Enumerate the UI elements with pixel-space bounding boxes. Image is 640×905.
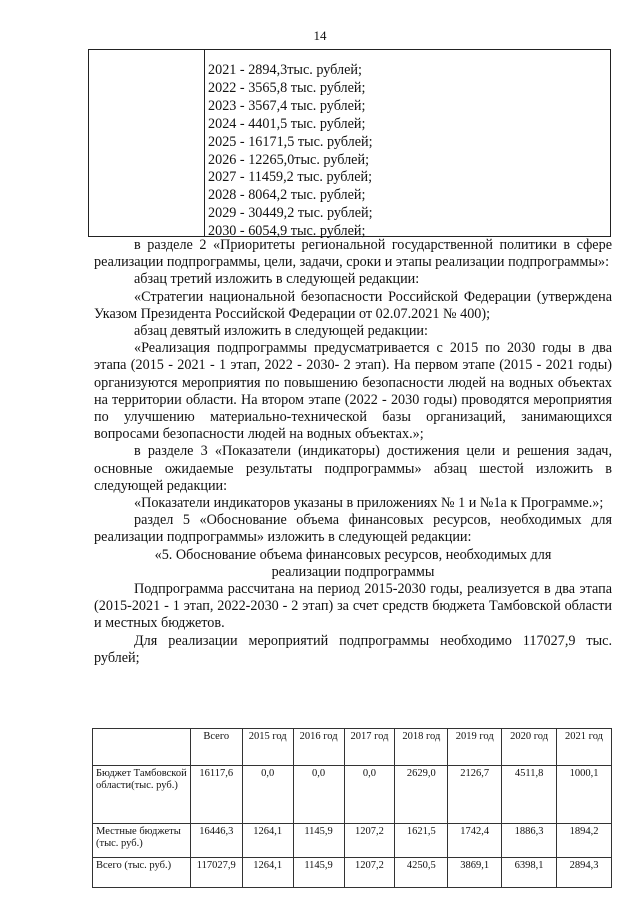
table-header-cell: 2019 год — [448, 729, 502, 766]
funding-year-item: 2030 - 6054,9 тыс. рублей; — [208, 223, 366, 240]
funding-year-item: 2029 - 30449,2 тыс. рублей; — [208, 205, 373, 222]
paragraph-total-needed: Для реализации мероприятий подпрограммы необходимо 117027,9 тыс. рублей; — [94, 632, 612, 666]
table-header-cell: 2015 год — [242, 729, 293, 766]
table-header-cell — [93, 729, 191, 766]
table-cell: 1894,2 — [557, 824, 612, 858]
table-header-cell: 2020 год — [502, 729, 557, 766]
funding-by-year-table — [88, 49, 611, 240]
table-header-cell: Всего — [190, 729, 242, 766]
table-header-cell: 2017 год — [344, 729, 395, 766]
paragraph-stages: «Реализация подпрограммы предусматривается с 2015 по 2030 годы в два этапа (2015 - 2021 - 1 этап, 2022 - 2030- 2 этап). На первом этапе (2015 - 2021 годы) организуются мероприятия по повышению безопасности людей на водных объектах на территории области. На втором этапе (2022 - 2030 годы) проводятся мероприятия по улучшению материально-технической базы организаций, занимающихся вопросами безопасности людей на водных объектах.»; — [94, 340, 612, 443]
paragraph-period: Подпрограмма рассчитана на период 2015-2030 годы, реализуется в два этапа (2015-2021 - 1 этап, 2022-2030 - 2 этап) за счет средств бюджета Тамбовской области и местных бюджетов. — [94, 581, 612, 632]
paragraph-section2: в разделе 2 «Приоритеты региональной государственной политики в сфере реализации подпрограммы, цели, задачи, сроки и этапы реализации подпрограммы»: — [94, 237, 612, 271]
funding-year-item: 2028 - 8064,2 тыс. рублей; — [208, 187, 366, 204]
table-cell: 2894,3 — [557, 858, 612, 888]
table-header-cell: 2021 год — [557, 729, 612, 766]
table-cell: 2629,0 — [395, 766, 448, 824]
table-cell: 1207,2 — [344, 824, 395, 858]
table-cell: 117027,9 — [190, 858, 242, 888]
table-row — [93, 858, 612, 888]
table-cell: 16446,3 — [190, 824, 242, 858]
funding-years-list — [208, 62, 373, 241]
table-header-cell: 2018 год — [395, 729, 448, 766]
table-cell: 1207,2 — [344, 858, 395, 888]
funding-year-item: 2022 - 3565,8 тыс. рублей; — [208, 79, 366, 96]
table-row-label: Всего (тыс. руб.) — [93, 858, 191, 888]
paragraph-indicators: «Показатели индикаторов указаны в приложениях № 1 и №1а к Программе.»; — [134, 495, 604, 512]
funding-year-item: 2026 - 12265,0тыс. рублей; — [208, 151, 370, 168]
section5-heading-line2: реализации подпрограммы — [271, 563, 435, 580]
table-column-divider — [204, 50, 205, 236]
table-cell: 16117,6 — [190, 766, 242, 824]
document-body — [94, 237, 612, 667]
table-cell: 0,0 — [242, 766, 293, 824]
funding-year-item: 2024 - 4401,5 тыс. рублей; — [208, 115, 366, 132]
table-cell: 1000,1 — [557, 766, 612, 824]
table-row-label: Бюджет Тамбовской области(тыс. руб.) — [93, 766, 191, 824]
table-header-row — [93, 729, 612, 766]
paragraph-section3: в разделе 3 «Показатели (индикаторы) достижения цели и решения задач, основные ожидаемые результаты подпрограммы» абзац шестой изложить в следующей редакции: — [94, 443, 612, 494]
paragraph-abzac9: абзац девятый изложить в следующей редакции: — [134, 323, 428, 340]
table-header-cell: 2016 год — [293, 729, 344, 766]
table-cell: 2126,7 — [448, 766, 502, 824]
table-cell: 1145,9 — [293, 824, 344, 858]
table-row-label: Местные бюджеты (тыс. руб.) — [93, 824, 191, 858]
table-cell: 3869,1 — [448, 858, 502, 888]
funding-year-item: 2023 - 3567,4 тыс. рублей; — [208, 97, 366, 114]
finance-table — [92, 728, 612, 888]
funding-year-item: 2025 - 16171,5 тыс. рублей; — [208, 133, 373, 150]
table-cell: 4511,8 — [502, 766, 557, 824]
table-cell: 1886,3 — [502, 824, 557, 858]
table-cell: 1742,4 — [448, 824, 502, 858]
table-cell: 1145,9 — [293, 858, 344, 888]
table-row — [93, 824, 612, 858]
section5-heading-line1: «5. Обоснование объема финансовых ресурсов, необходимых для — [154, 546, 552, 563]
table-cell: 1264,1 — [242, 824, 293, 858]
table-cell: 6398,1 — [502, 858, 557, 888]
funding-year-item: 2021 - 2894,3тыс. рублей; — [208, 62, 362, 78]
table-cell: 1621,5 — [395, 824, 448, 858]
table-cell: 4250,5 — [395, 858, 448, 888]
paragraph-strategy: «Стратегии национальной безопасности Российской Федерации (утверждена Указом Президента Российской Федерации от 02.07.2021 № 400); — [94, 288, 612, 322]
table-cell: 1264,1 — [242, 858, 293, 888]
table-cell: 0,0 — [344, 766, 395, 824]
table-row — [93, 766, 612, 824]
paragraph-section5: раздел 5 «Обоснование объема финансовых ресурсов, необходимых для реализации подпрограммы» изложить в следующей редакции: — [94, 512, 612, 546]
funding-year-item: 2027 - 11459,2 тыс. рублей; — [208, 169, 373, 186]
page-number: 14 — [313, 28, 327, 43]
table-cell: 0,0 — [293, 766, 344, 824]
paragraph-abzac3: абзац третий изложить в следующей редакции: — [134, 271, 420, 288]
